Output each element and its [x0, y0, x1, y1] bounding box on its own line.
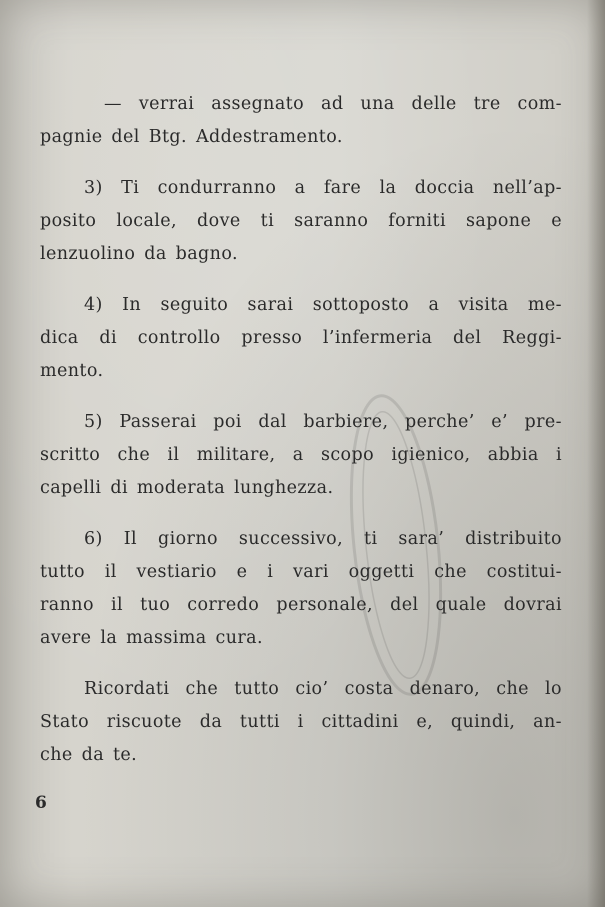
text-line: pagnie del Btg. Addestramento. [40, 127, 343, 147]
text-line: mento. [40, 361, 104, 381]
paragraph-item-3 [40, 172, 562, 271]
text-line: — verrai assegnato ad una delle tre com- [104, 94, 562, 114]
paragraph-assignment [40, 88, 562, 154]
text-line: 4) In seguito sarai sottoposto a visita me- [84, 295, 562, 315]
page-number: 6 [35, 793, 47, 813]
text-line: 5) Passerai poi dal barbiere, perche’ e’ pre- [84, 412, 562, 432]
paragraph-reminder [40, 673, 562, 772]
page-text [40, 88, 562, 790]
text-line: ranno il tuo corredo personale, del quale dovrai [40, 595, 562, 615]
text-line: dica di controllo presso l’infermeria del Reggi- [40, 328, 562, 348]
text-line: 6) Il giorno successivo, ti sara’ distribuito [84, 529, 562, 549]
text-line: scritto che il militare, a scopo igienico, abbia i [40, 445, 562, 465]
paragraph-item-6 [40, 523, 562, 655]
text-line: lenzuolino da bagno. [40, 244, 238, 264]
text-line: tutto il vestiario e i vari oggetti che costitui- [40, 562, 562, 582]
text-line: Stato riscuote da tutti i cittadini e, quindi, an- [40, 712, 562, 732]
text-line: posito locale, dove ti saranno forniti sapone e [40, 211, 562, 231]
text-line: 3) Ti condurranno a fare la doccia nell’ap- [84, 178, 562, 198]
text-line: Ricordati che tutto cio’ costa denaro, che lo [84, 679, 562, 699]
text-line: avere la massima cura. [40, 628, 263, 648]
text-line: che da te. [40, 745, 138, 765]
text-line: capelli di moderata lunghezza. [40, 478, 334, 498]
paragraph-item-4 [40, 289, 562, 388]
paragraph-item-5 [40, 406, 562, 505]
